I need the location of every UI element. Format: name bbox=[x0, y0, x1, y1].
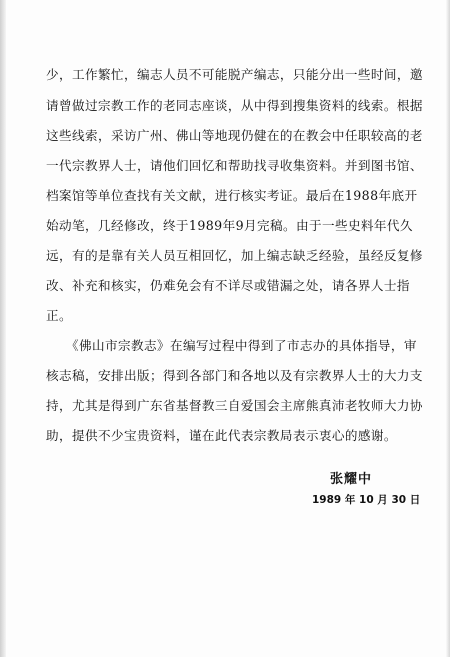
binding-shadow bbox=[0, 0, 6, 657]
signature-date: 1989 年 10 月 30 日 bbox=[312, 494, 421, 506]
paragraph2-line-2: 核志稿，安排出版；得到各部门和各地以及有宗教界人士的大力支 bbox=[46, 368, 423, 383]
paragraph1-line-2: 请曾做过宗教工作的老同志座谈，从中得到搜集资料的线索。根据 bbox=[46, 98, 423, 113]
paragraph1-line-8: 改、补充和核实，仍难免会有不详尽或错漏之处，请各界人士指 bbox=[46, 278, 410, 293]
paragraph1-line-3: 这些线索，采访广州、佛山等地现仍健在的在教会中任职较高的老 bbox=[46, 128, 423, 143]
paragraph1-line-9: 正。 bbox=[46, 308, 72, 323]
paragraph2-line-4: 助，提供不少宝贵资料，谨在此代表宗教局表示衷心的感谢。 bbox=[46, 428, 397, 443]
paragraph1-line-4: 一代宗教界人士，请他们回忆和帮助找寻收集资料。并到图书馆、 bbox=[46, 158, 423, 173]
page-edge bbox=[446, 0, 450, 657]
paragraph1-line-1: 少，工作繁忙，编志人员不可能脱产编志，只能分出一些时间，邀 bbox=[46, 67, 423, 82]
paragraph1-line-5: 档案馆等单位查找有关文献，进行核实考证。最后在1988年底开 bbox=[46, 188, 418, 203]
paragraph1-line-7: 远，有的是靠有关人员互相回忆，加上编志缺乏经验，虽经反复修 bbox=[46, 248, 423, 263]
paragraph1-line-6: 始动笔，几经修改，终于1989年9月完稿。由于一些史料年代久 bbox=[46, 218, 413, 233]
author-signature: 张耀中 bbox=[330, 472, 373, 487]
paragraph2-line-1: 《佛山市宗教志》在编写过程中得到了市志办的具体指导，审 bbox=[66, 338, 417, 353]
paragraph2-line-3: 持，尤其是得到广东省基督教三自爱国会主席熊真沛老牧师大力协 bbox=[46, 398, 423, 413]
